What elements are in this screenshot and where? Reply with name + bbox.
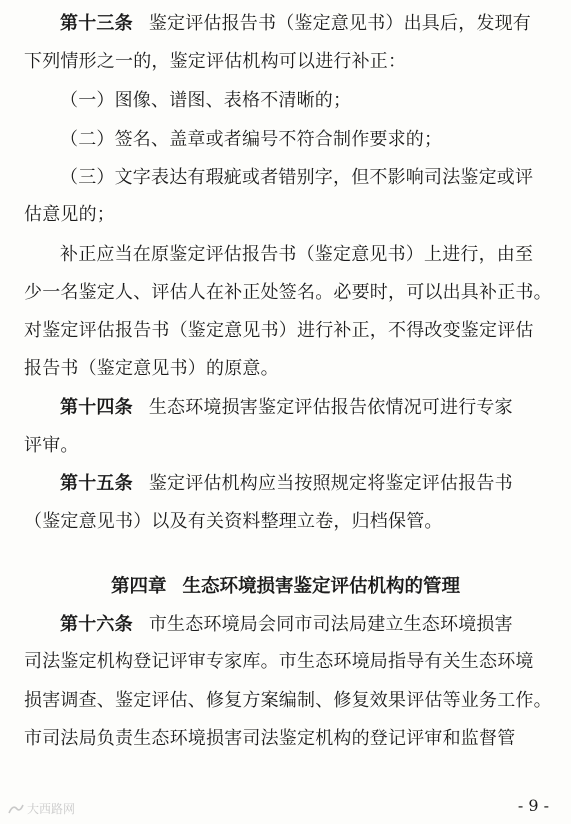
article-13-line-1: 第十三条 鉴定评估报告书（鉴定意见书）出具后，发现有: [60, 13, 532, 34]
watermark-logo-icon: [8, 803, 24, 815]
article-14-line-2: 评审。: [24, 435, 79, 456]
article-16-line-2: 司法鉴定机构登记评审专家库。市生态环境局指导有关生态环境: [24, 651, 534, 672]
chapter-title: 生态环境损害鉴定评估机构的管理: [182, 576, 461, 597]
article-15-label: 第十五条: [60, 473, 133, 494]
article-13-item-3-line-1: （三）文字表达有瑕疵或者错别字，但不影响司法鉴定或评: [60, 167, 534, 188]
article-14-label: 第十四条: [60, 397, 133, 418]
article-16-line-3: 损害调查、鉴定评估、修复方案编制、修复效果评估等业务工作。: [24, 690, 552, 711]
chapter-heading: [0, 575, 571, 599]
article-13-item-1: （一）图像、谱图、表格不清晰的；: [60, 90, 352, 111]
article-15-line-2: （鉴定意见书）以及有关资料整理立卷，归档保管。: [24, 511, 443, 532]
article-13-item-2: （二）签名、盖章或者编号不符合制作要求的；: [60, 129, 443, 150]
article-14-line-1: 第十四条 生态环境损害鉴定评估报告依情况可进行专家: [60, 397, 513, 418]
article-13-para-line-3: 对鉴定评估报告书（鉴定意见书）进行补正，不得改变鉴定评估: [24, 320, 534, 341]
article-16-label: 第十六条: [60, 614, 133, 635]
article-13-label: 第十三条: [60, 13, 133, 34]
page-number: - 9 -: [517, 796, 549, 815]
article-13-line-2: 下列情形之一的，鉴定评估机构可以进行补正：: [24, 51, 407, 72]
article-13-para-line-2: 少一名鉴定人、评估人在补正处签名。必要时，可以出具补正书。: [24, 282, 552, 303]
chapter-label: 第四章: [110, 576, 167, 597]
article-13-para-line-4: 报告书（鉴定意见书）的原意。: [24, 358, 279, 379]
article-15-line-1: 第十五条 鉴定评估机构应当按照规定将鉴定评估报告书: [60, 473, 513, 494]
article-13-para-line-1: 补正应当在原鉴定评估报告书（鉴定意见书）上进行，由至: [60, 244, 534, 265]
watermark-text: 大西路网: [27, 802, 76, 816]
article-16-line-1: 第十六条 市生态环境局会同市司法局建立生态环境损害: [60, 614, 513, 635]
watermark: [8, 800, 75, 817]
article-13-item-3-line-2: 估意见的；: [24, 204, 115, 225]
article-16-line-4: 市司法局负责生态环境损害司法鉴定机构的登记评审和监督管: [24, 728, 516, 749]
